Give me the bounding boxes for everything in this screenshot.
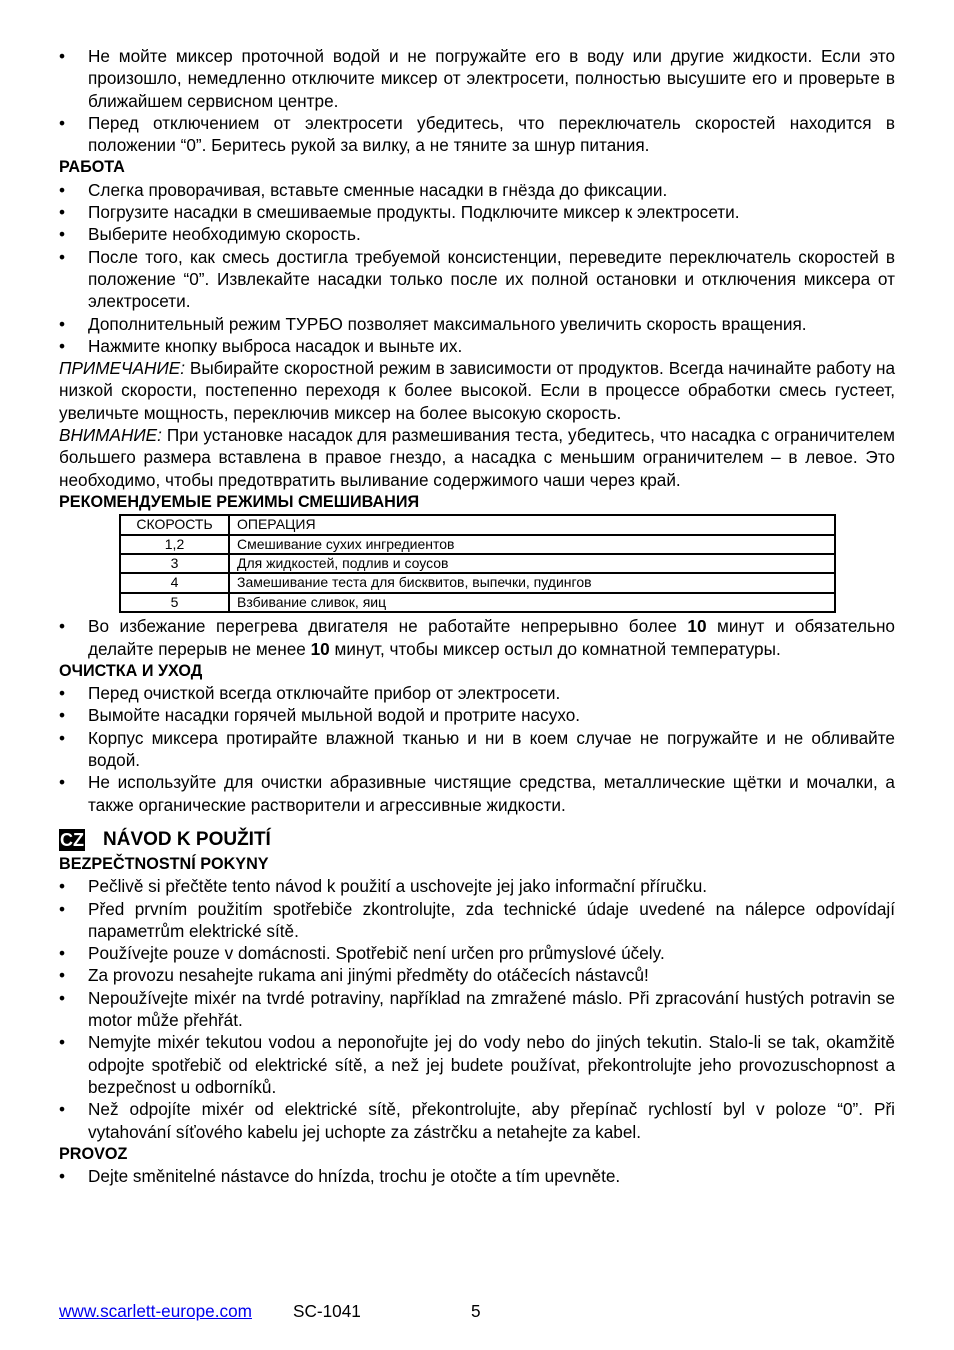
table-cell-operation: Для жидкостей, подлив и соусов — [229, 554, 835, 573]
list-item: • Dejte směnitelné nástavce do hnízda, trochu je otočte a tím upevněte. — [59, 1165, 895, 1187]
warning-paragraph — [59, 424, 895, 491]
overheat-text-b: минут и обязательно делайте перерыв не менее — [88, 616, 895, 659]
table-row — [120, 593, 835, 612]
note-text: Выбирайте скоростной режим в зависимости от продуктов. Всегда начинайте работу на низкой скорости, постепенно переходя к более высокой. Если в процессе обработки смесь густеет, увеличьте мощность, переключив миксер на более высокую скорость. — [59, 358, 895, 423]
overheat-text-a: Во избежание перегрева двигателя не работайте непрерывно более — [88, 616, 688, 637]
section-heading-operation: РАБОТА — [59, 158, 125, 177]
note-label: ПРИМЕЧАНИЕ: — [59, 358, 185, 379]
list-item-overheat — [59, 615, 895, 660]
table-row — [120, 554, 835, 573]
ru-operation-list — [59, 179, 895, 357]
mixing-modes-table — [119, 514, 836, 613]
ru-intro-list — [59, 45, 895, 156]
list-item: • Погрузите насадки в смешиваемые продукты. Подключите миксер к электросети. — [59, 201, 895, 223]
note-paragraph — [59, 357, 895, 424]
list-item: • Нажмите кнопку выброса насадок и выньте их. — [59, 335, 895, 357]
table-cell-speed: 1,2 — [120, 535, 229, 554]
overheat-minutes-2: 10 — [310, 638, 330, 659]
table-cell-speed: 3 — [120, 554, 229, 573]
list-item: • Nemyjte mixér tekutou vodou a neponořujte jej do vody nebo do jiných tekutin. Stalo-li se tak, okamžitě odpojte spotřebič od elektrické sítě, a než jej budete používat, překontrolujte jeho provozuschopnost a bezpečnost u odborníků. — [59, 1031, 895, 1098]
list-item: • Než odpojíte mixér od elektrické sítě, překontrolujte, aby přepínač rychlostí byl v poloze “0”. Při vytahování síťového kabelu jej uchopte za zástrčku a netahejte za kabel. — [59, 1098, 895, 1143]
page-content — [59, 45, 895, 1187]
list-item: • Слегка проворачивая, вставьте сменные насадки в гнёзда до фиксации. — [59, 179, 895, 201]
list-item: • Používejte pouze v domácnosti. Spotřebič není určen pro průmyslové účely. — [59, 942, 895, 964]
cz-operation-list — [59, 1165, 895, 1187]
list-item: • Вымойте насадки горячей мыльной водой и протрите насухо. — [59, 704, 895, 726]
table-cell-operation: Смешивание сухих ингредиентов — [229, 535, 835, 554]
ru-cleaning-list — [59, 682, 895, 816]
list-item: • Корпус миксера протирайте влажной тканью и ни в коем случае не погружайте и не обливайте водой. — [59, 727, 895, 772]
model-number: SC-1041 — [293, 1301, 361, 1321]
cz-section-title: NÁVOD K POUŽITÍ — [103, 829, 271, 851]
list-item: • Před prvním použitím spotřebiče zkontrolujte, zda technické údaje uvedené na nálepce odpovídají параметrům elektrické sítě. — [59, 898, 895, 943]
list-item: • После того, как смесь достигла требуемой консистенции, переведите переключатель скоростей в положение “0”. Извлекайте насадки только после их полной остановки и отключения миксера от электросети. — [59, 246, 895, 313]
cz-safety-list — [59, 875, 895, 1143]
table-header-operation: ОПЕРАЦИЯ — [229, 515, 835, 534]
section-heading-cleaning: ОЧИСТКА И УХОД — [59, 661, 203, 680]
table-header-speed: СКОРОСТЬ — [120, 515, 229, 534]
section-heading-safety: BEZPEČTNOSTNÍ POKYNY — [59, 854, 269, 873]
table-row — [120, 535, 835, 554]
table-cell-operation: Замешивание теста для бисквитов, выпечки, пудингов — [229, 573, 835, 592]
warning-label: ВНИМАНИЕ: — [59, 425, 162, 446]
ru-overheat-list — [59, 615, 895, 660]
table-row — [120, 573, 835, 592]
table-cell-operation: Взбивание сливок, яиц — [229, 593, 835, 612]
list-item: • Nepoužívejte mixér na tvrdé potraviny, například na zmražené máslo. Při zpracování hustých potravin se motor může přehřát. — [59, 987, 895, 1032]
website-link[interactable]: www.scarlett-europe.com — [59, 1301, 252, 1321]
page-number: 5 — [471, 1301, 481, 1321]
table-cell-speed: 5 — [120, 593, 229, 612]
list-item: • Не используйте для очистки абразивные чистящие средства, металлические щётки и мочалки, а также органические растворители и агрессивные жидкости. — [59, 771, 895, 816]
list-item: • Za provozu nesahejte rukama ani jinými předměty do otáčecích nástavců! — [59, 964, 895, 986]
list-item: • Перед отключением от электросети убедитесь, что переключатель скоростей находится в положении “0”. Беритесь рукой за вилку, а не тяните за шнур питания. — [59, 112, 895, 157]
list-item: • Pečlivě si přečtěte tento návod k použití a uschovejte jej jako informační příručku. — [59, 875, 895, 897]
list-item: • Перед очисткой всегда отключайте прибор от электросети. — [59, 682, 895, 704]
table-cell-speed: 4 — [120, 573, 229, 592]
list-item: • Дополнительный режим ТУРБО позволяет максимального увеличить скорость вращения. — [59, 313, 895, 335]
overheat-text-c: минут, чтобы миксер остыл до комнатной температуры. — [329, 638, 781, 659]
table-header-row — [120, 515, 835, 534]
list-item: • Выберите необходимую скорость. — [59, 223, 895, 245]
section-heading-modes: РЕКОМЕНДУЕМЫЕ РЕЖИМЫ СМЕШИВАНИЯ — [59, 492, 420, 511]
cz-section-header — [59, 828, 895, 853]
language-badge: CZ — [60, 830, 84, 851]
warning-text: При установке насадок для размешивания теста, убедитесь, что насадка с ограничителем большего размера вставлена в правое гнездо, а насадка с меньшим ограничителем – в левое. Это необходимо, чтобы предотвратить выливание содержимого чаши через край. — [59, 425, 895, 490]
list-item: • Не мойте миксер проточной водой и не погружайте его в воду или другие жидкости. Если это произошло, немедленно отключите миксер от электросети, полностью высушите его и проверьте в ближайшем сервисном центре. — [59, 45, 895, 112]
section-heading-provoz: PROVOZ — [59, 1144, 128, 1163]
overheat-minutes-1: 10 — [687, 616, 707, 637]
